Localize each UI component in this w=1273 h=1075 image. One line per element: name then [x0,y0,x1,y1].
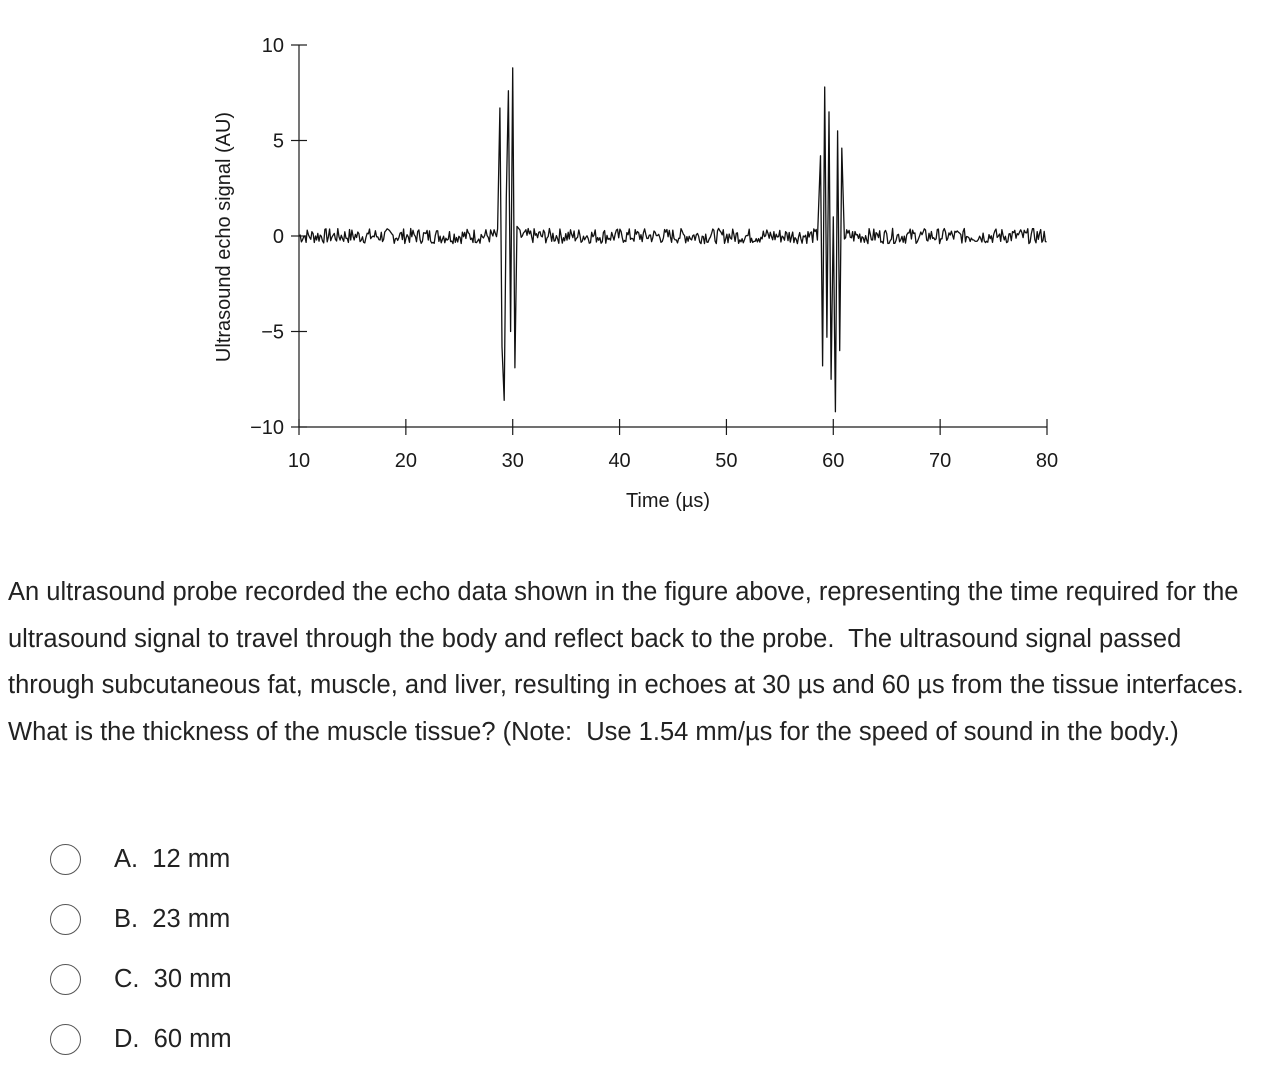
choice-d[interactable] [50,1021,232,1057]
x-tick-label: 70 [929,450,952,472]
x-axis-label: Time (µs) [625,490,711,512]
x-tick-label: 50 [715,450,738,472]
echo-signal-chart [0,0,1273,530]
x-tick-label: 30 [501,450,524,472]
choice-c-text: 30 mm [153,964,232,993]
choice-b-radio[interactable] [50,904,81,935]
choice-a[interactable] [50,841,230,877]
y-tick-label: −5 [261,321,284,344]
choice-a-label [114,845,230,874]
y-tick-label: 10 [261,35,284,57]
y-axis-label: Ultrasound echo signal (AU) [213,111,235,363]
choice-c-letter: C. [114,964,140,993]
choice-c[interactable] [50,961,232,997]
x-tick-label: 60 [822,450,845,472]
x-tick-label: 20 [394,450,417,472]
y-tick-label: 5 [272,130,284,153]
choice-c-radio[interactable] [50,964,81,995]
choice-c-label [114,965,232,994]
x-tick-label: 40 [608,450,631,472]
choice-a-text: 12 mm [152,844,231,873]
choice-b[interactable] [50,901,230,937]
choice-d-letter: D. [114,1024,140,1053]
echo-signal-figure [0,0,1273,530]
x-tick-label: 80 [1035,450,1059,472]
choice-a-letter: A. [114,844,139,873]
question-text: An ultrasound probe recorded the echo data shown in the figure above, representing the time required for the ultrasound signal to travel through the body and reflect back to the probe. The ultrasound signal passed through subcutaneous fat, muscle, and liver, resulting in echoes at 30 µs and 60 µs from the tissue interfaces. What is the thickness of the muscle tissue? (Note: Use 1.54 mm/µs for the speed of sound in the body.) [8,578,1251,746]
choice-b-text: 23 mm [152,904,231,933]
choice-d-text: 60 mm [153,1024,232,1053]
choice-d-radio[interactable] [50,1024,81,1055]
y-tick-label: 0 [272,226,284,248]
choice-a-radio[interactable] [50,844,81,875]
y-tick-label: −10 [250,417,284,439]
choice-b-label [114,905,230,934]
choice-d-label [114,1025,232,1054]
x-tick-label: 10 [287,450,311,472]
choice-b-letter: B. [114,904,139,933]
signal-trace-line [299,68,1047,412]
